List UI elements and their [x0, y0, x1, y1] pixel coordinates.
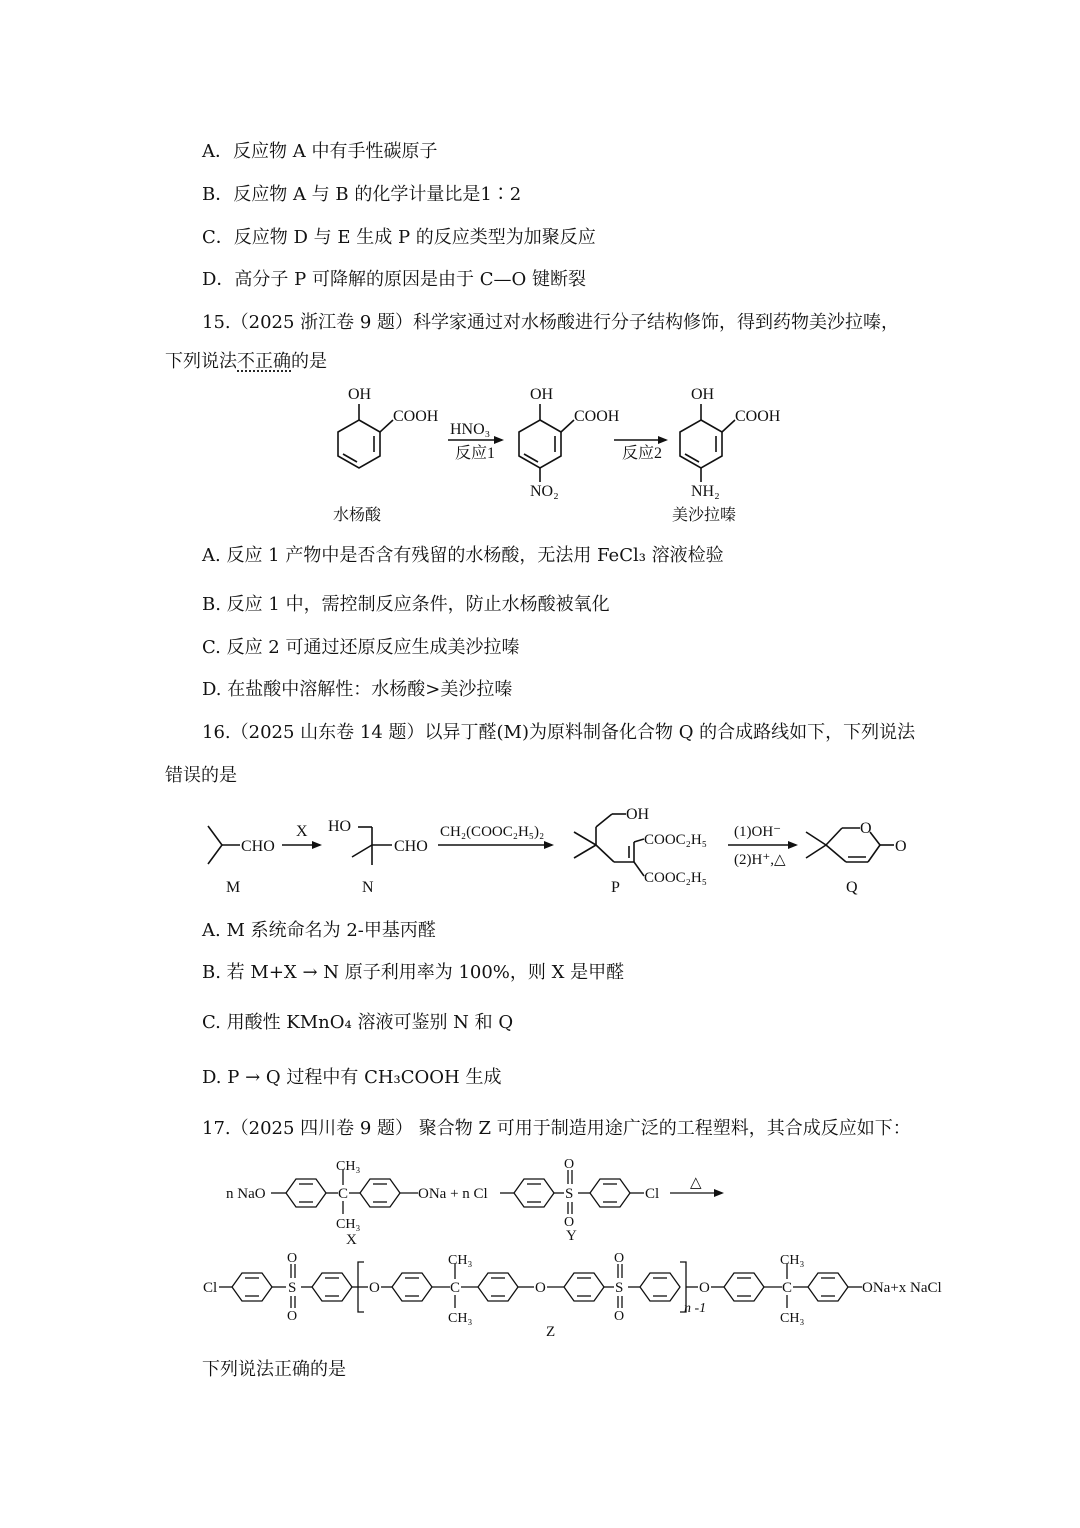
q17-o-ether3: O [699, 1280, 710, 1296]
q16-arrow-malonate [438, 824, 554, 849]
q14-option-d: D．高分子 P 可降解的原因是由于 C—O 键断裂 [202, 269, 586, 290]
q14-option-a: A．反应物 A 中有手性碳原子 [202, 141, 438, 162]
q15-stem-post: 的是 [291, 351, 327, 372]
q15-oh-3: OH [691, 386, 715, 403]
q17-label-y: Y [566, 1228, 577, 1244]
q17-n-minus-1: n -1 [684, 1301, 707, 1316]
q15-cooh-1: COOH [393, 408, 439, 425]
q16-cond1: (1)OH⁻ [734, 824, 782, 840]
q15-reaction1: 反应1 [455, 445, 496, 462]
q16-ho: HO [328, 818, 352, 835]
q16-stem-cont: 错误的是 [165, 765, 237, 786]
q16-option-b: B. 若 M+X → N 原子利用率为 100%，则 X 是甲醛 [202, 962, 625, 983]
q16-reagent: CH₂(COOC₂H₅)₂ [440, 824, 545, 840]
q17-o-y2: O [564, 1215, 575, 1230]
q16-cho-n: CHO [394, 838, 428, 855]
q15-reaction2: 反应2 [622, 445, 663, 462]
q16-stem: 16.（2025 山东卷 14 题）以异丁醛(M)为原料制备化合物 Q 的合成路线如下，下列说法 [202, 722, 916, 743]
q16-cond2: (2)H⁺,△ [734, 852, 786, 868]
q14-option-b: B．反应物 A 与 B 的化学计量比是1∶2 [202, 184, 522, 205]
q17-s-z2: S [615, 1280, 624, 1296]
q17-label-z: Z [546, 1324, 556, 1340]
q16-label-q: Q [846, 879, 858, 896]
q17-o-y1: O [564, 1157, 575, 1172]
q17-ch3-x1: CH₃ [336, 1159, 361, 1174]
q15-cooh-3: COOH [735, 408, 781, 425]
q15-oh-2: OH [530, 386, 554, 403]
q17-delta: △ [690, 1175, 702, 1191]
q17-c-x: C [338, 1186, 349, 1202]
q17-s-z1: S [288, 1280, 297, 1296]
q16-option-c: C. 用酸性 KMnO₄ 溶液可鉴别 N 和 Q [202, 1012, 514, 1033]
q16-option-a: A. M 系统命名为 2-甲基丙醛 [202, 920, 436, 941]
q15-nitro-salicylic [519, 386, 620, 500]
q16-label-m: M [226, 879, 241, 896]
q17-o-z2: O [287, 1309, 298, 1324]
q15-cooh-2: COOH [574, 408, 620, 425]
q15-mesalazine [672, 386, 781, 524]
q16-carbonyl-o: O [895, 838, 907, 855]
q17-arrow [670, 1175, 724, 1197]
q16-cho-m: CHO [241, 838, 275, 855]
q17-label-x: X [346, 1232, 357, 1248]
q16-ring-o: O [860, 820, 872, 837]
q15-stem: 15.（2025 浙江卷 9 题）科学家通过对水杨酸进行分子结构修饰，得到药物美沙拉嗪， [202, 312, 900, 333]
q17-o-z3: O [614, 1251, 625, 1266]
q16-compound-p [574, 806, 707, 896]
q15-nh2: NH₂ [691, 483, 720, 500]
q15-no2: NO₂ [530, 483, 559, 500]
q17-ch3-z3: CH₃ [780, 1253, 805, 1268]
q17-footer: 下列说法正确的是 [202, 1359, 346, 1380]
q17-n-nao: n NaO [226, 1186, 266, 1202]
q16-arrow-hydrolysis [728, 824, 798, 868]
q17-ona-plus: ONa + n Cl [418, 1186, 488, 1202]
q17-c-z1: C [450, 1280, 461, 1296]
q16-compound-q [806, 820, 907, 896]
q17-tail: ONa+x NaCl [862, 1280, 942, 1296]
q17-cl-y: Cl [645, 1186, 660, 1202]
q15-salicylic-acid [333, 386, 439, 524]
q15-stem-pre: 下列说法 [165, 351, 237, 372]
q17-monomer-y [500, 1157, 659, 1244]
q17-o-ether2: O [535, 1280, 546, 1296]
q15-name-salicylic: 水杨酸 [333, 507, 382, 524]
q16-label-p: P [611, 879, 620, 896]
q17-o-z4: O [614, 1309, 625, 1324]
q16-compound-m [208, 826, 275, 896]
q17-polymer-z [203, 1251, 942, 1340]
q15-option-d: D. 在盐酸中溶解性：水杨酸>美沙拉嗪 [202, 679, 513, 700]
q15-option-c: C. 反应 2 可通过还原反应生成美沙拉嗪 [202, 637, 520, 658]
q15-emphasis: 不正确 [237, 351, 291, 372]
q16-ester-2: COOC₂H₅ [644, 870, 707, 886]
q16-label-n: N [362, 879, 374, 896]
q15-option-a: A. 反应 1 产物中是否含有残留的水杨酸，无法用 FeCl₃ 溶液检验 [202, 545, 724, 566]
q17-o-z1: O [287, 1251, 298, 1266]
q17-c-z2: C [782, 1280, 793, 1296]
q16-option-d: D. P → Q 过程中有 CH₃COOH 生成 [202, 1067, 502, 1088]
q14-option-c: C．反应物 D 与 E 生成 P 的反应类型为加聚反应 [202, 227, 596, 248]
q15-hno3: HNO₃ [450, 421, 491, 438]
q15-name-mesalazine: 美沙拉嗪 [672, 507, 737, 524]
q17-stem: 17.（2025 四川卷 9 题） 聚合物 Z 可用于制造用途广泛的工程塑料，其合成反应如下： [202, 1118, 911, 1139]
q17-o-ether1: O [369, 1280, 380, 1296]
q15-oh-1: OH [348, 386, 372, 403]
q16-x: X [296, 823, 308, 840]
q17-ch3-x2: CH₃ [336, 1217, 361, 1232]
q17-ch3-z2: CH₃ [448, 1311, 473, 1326]
q16-ester-1: COOC₂H₅ [644, 832, 707, 848]
q17-ch3-z4: CH₃ [780, 1311, 805, 1326]
q15-option-b: B. 反应 1 中，需控制反应条件，防止水杨酸被氧化 [202, 594, 610, 615]
q16-arrow-x [282, 823, 322, 849]
q17-ch3-z1: CH₃ [448, 1253, 473, 1268]
q17-s-y: S [565, 1186, 574, 1202]
q15-arrow-1 [448, 421, 504, 462]
q16-compound-n [328, 818, 428, 896]
q16-oh-p: OH [626, 806, 650, 823]
q17-cl-z: Cl [203, 1280, 218, 1296]
q17-monomer-x [226, 1159, 488, 1248]
q15-arrow-2 [614, 436, 668, 462]
